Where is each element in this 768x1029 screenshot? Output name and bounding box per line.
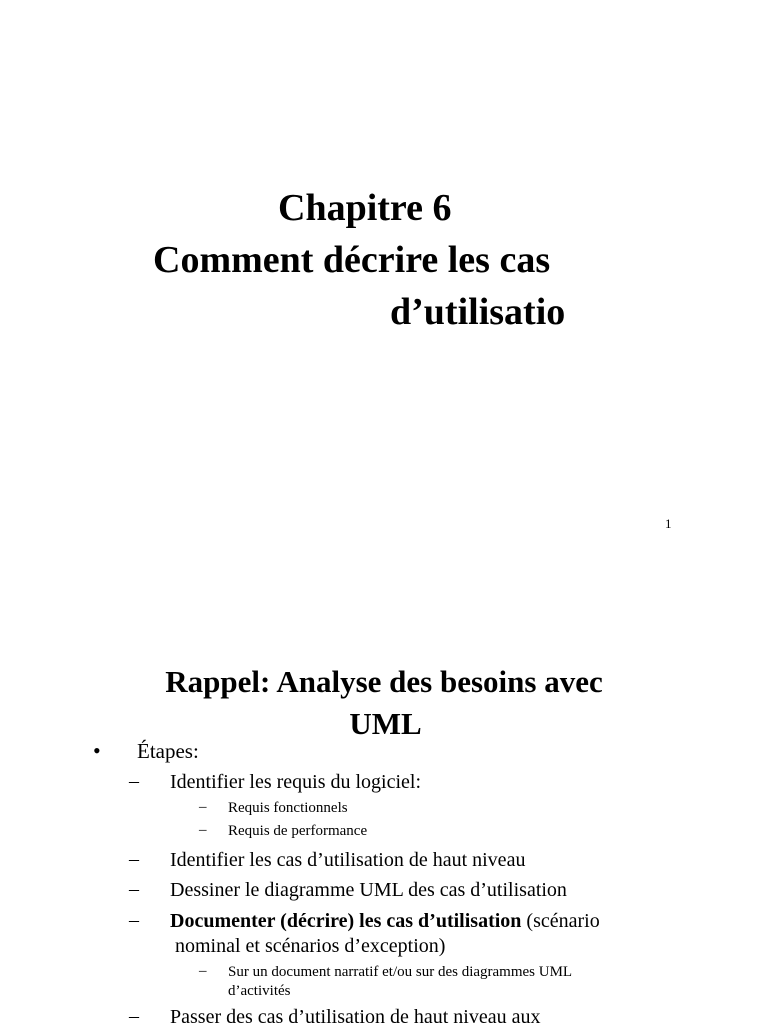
slide1-title-line2: Comment décrire les cas <box>153 239 551 281</box>
dash-icon: – <box>129 878 139 900</box>
list-item-documenter-line2: nominal et scénarios d’exception) <box>175 935 446 957</box>
slide2-title <box>0 661 768 745</box>
dash-icon: – <box>199 822 207 838</box>
bullet-icon: • <box>93 738 101 763</box>
dash-icon: – <box>129 848 139 870</box>
list-item-haut-niveau: Identifier les cas d’utilisation de haut niveau <box>170 849 526 871</box>
list-item-requis: Identifier les requis du logiciel: <box>170 771 422 793</box>
slide2-title-line1: Rappel: Analyse des besoins avec <box>165 664 603 699</box>
slide2-title-line2: UML <box>349 706 422 741</box>
dash-icon: – <box>199 963 207 979</box>
list-subitem-fonctionnels: Requis fonctionnels <box>228 800 348 816</box>
list-item-passer: Passer des cas d’utilisation de haut niveau aux <box>170 1006 541 1028</box>
list-item-etapes: Étapes: <box>137 739 199 763</box>
slide1-title-line1: Chapitre 6 <box>278 187 452 229</box>
dash-icon: – <box>129 770 139 792</box>
list-subitem-performance: Requis de performance <box>228 823 368 839</box>
page-number: 1 <box>665 516 672 531</box>
list-item-documenter-bold: Documenter (décrire) les cas d’utilisation <box>170 910 522 932</box>
list-subitem-narratif-line2: d’activités <box>228 983 291 999</box>
list-item-documenter <box>170 910 600 933</box>
dash-icon: – <box>199 799 207 815</box>
list-item-documenter-rest: (scénario <box>521 910 600 932</box>
dash-icon: – <box>129 909 139 931</box>
slide1-title-line3: d’utilisatio <box>390 291 566 333</box>
dash-icon: – <box>129 1005 139 1027</box>
list-subitem-narratif: Sur un document narratif et/ou sur des diagrammes UML <box>228 964 573 980</box>
list-item-diagramme: Dessiner le diagramme UML des cas d’utilisation <box>170 879 567 901</box>
